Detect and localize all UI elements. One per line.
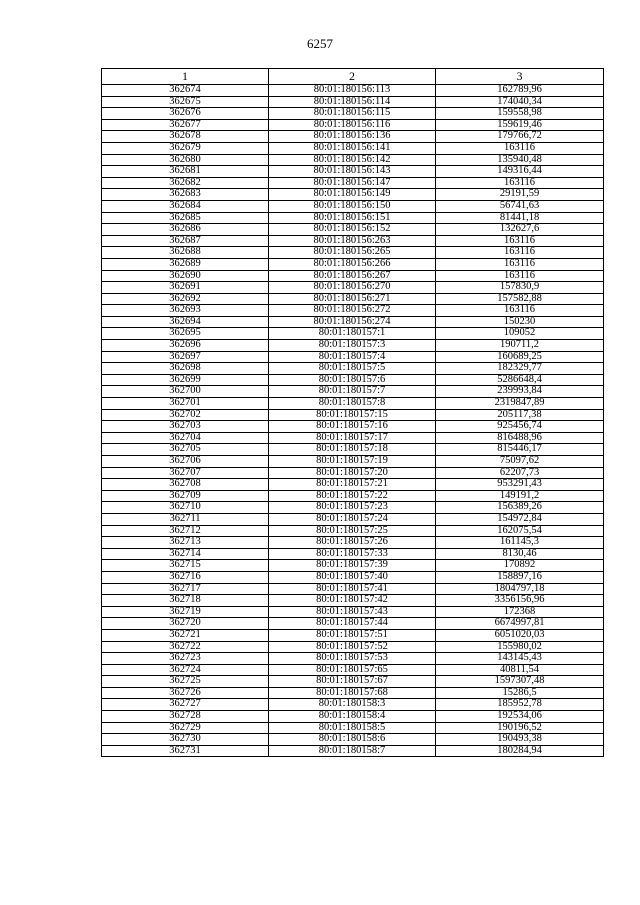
cadastral-number-cell: 80:01:180158:5 xyxy=(269,722,436,734)
value-cell: 160689,25 xyxy=(436,351,604,363)
cadastral-number-cell: 80:01:180157:41 xyxy=(269,583,436,595)
table-row xyxy=(102,142,604,154)
cadastral-number-cell: 80:01:180158:6 xyxy=(269,734,436,746)
value-cell: 132627,6 xyxy=(436,224,604,236)
cadastral-number-cell: 80:01:180156:147 xyxy=(269,177,436,189)
value-cell: 170892 xyxy=(436,560,604,572)
cadastral-number-cell: 80:01:180158:4 xyxy=(269,711,436,723)
table-row xyxy=(102,548,604,560)
value-cell: 8130,46 xyxy=(436,548,604,560)
row-number-cell: 362693 xyxy=(102,305,269,317)
cadastral-number-cell: 80:01:180156:274 xyxy=(269,316,436,328)
row-number-cell: 362688 xyxy=(102,247,269,259)
table-row xyxy=(102,653,604,665)
row-number-cell: 362689 xyxy=(102,258,269,270)
value-cell: 190493,38 xyxy=(436,734,604,746)
row-number-cell: 362675 xyxy=(102,96,269,108)
row-number-cell: 362685 xyxy=(102,212,269,224)
cadastral-number-cell: 80:01:180157:1 xyxy=(269,328,436,340)
cadastral-number-cell: 80:01:180156:141 xyxy=(269,142,436,154)
cadastral-number-cell: 80:01:180156:142 xyxy=(269,154,436,166)
row-number-cell: 362701 xyxy=(102,398,269,410)
table-row xyxy=(102,560,604,572)
value-cell: 180284,94 xyxy=(436,745,604,757)
value-cell: 190711,2 xyxy=(436,340,604,352)
cadastral-number-cell: 80:01:180156:116 xyxy=(269,119,436,131)
value-cell: 1804797,18 xyxy=(436,583,604,595)
table-row xyxy=(102,641,604,653)
table-row xyxy=(102,351,604,363)
row-number-cell: 362711 xyxy=(102,513,269,525)
cadastral-number-cell: 80:01:180156:149 xyxy=(269,189,436,201)
table-row xyxy=(102,328,604,340)
table-row xyxy=(102,711,604,723)
row-number-cell: 362721 xyxy=(102,629,269,641)
cadastral-number-cell: 80:01:180156:151 xyxy=(269,212,436,224)
row-number-cell: 362731 xyxy=(102,745,269,757)
cadastral-number-cell: 80:01:180157:39 xyxy=(269,560,436,572)
cadastral-number-cell: 80:01:180157:21 xyxy=(269,479,436,491)
row-number-cell: 362681 xyxy=(102,166,269,178)
cadastral-number-cell: 80:01:180157:43 xyxy=(269,606,436,618)
row-number-cell: 362720 xyxy=(102,618,269,630)
table-row xyxy=(102,467,604,479)
table-row xyxy=(102,687,604,699)
cadastral-number-cell: 80:01:180157:67 xyxy=(269,676,436,688)
cadastral-number-cell: 80:01:180156:152 xyxy=(269,224,436,236)
table-row xyxy=(102,456,604,468)
table-row xyxy=(102,177,604,189)
value-cell: 156389,26 xyxy=(436,502,604,514)
row-number-cell: 362713 xyxy=(102,537,269,549)
cadastral-number-cell: 80:01:180157:3 xyxy=(269,340,436,352)
cadastral-number-cell: 80:01:180157:65 xyxy=(269,664,436,676)
value-cell: 163116 xyxy=(436,235,604,247)
row-number-cell: 362724 xyxy=(102,664,269,676)
value-cell: 154972,84 xyxy=(436,513,604,525)
cadastral-number-cell: 80:01:180156:115 xyxy=(269,108,436,120)
value-cell: 179766,72 xyxy=(436,131,604,143)
value-cell: 192534,06 xyxy=(436,711,604,723)
table-row xyxy=(102,212,604,224)
cadastral-number-cell: 80:01:180157:24 xyxy=(269,513,436,525)
row-number-cell: 362719 xyxy=(102,606,269,618)
value-cell: 190196,52 xyxy=(436,722,604,734)
value-cell: 150230 xyxy=(436,316,604,328)
value-cell: 5286648,4 xyxy=(436,374,604,386)
row-number-cell: 362678 xyxy=(102,131,269,143)
row-number-cell: 362680 xyxy=(102,154,269,166)
row-number-cell: 362690 xyxy=(102,270,269,282)
table-row xyxy=(102,85,604,97)
table-row xyxy=(102,525,604,537)
table-row xyxy=(102,119,604,131)
cadastral-number-cell: 80:01:180157:26 xyxy=(269,537,436,549)
page-number: 6257 xyxy=(307,36,333,51)
row-number-cell: 362712 xyxy=(102,525,269,537)
cadastral-number-cell: 80:01:180156:143 xyxy=(269,166,436,178)
row-number-cell: 362728 xyxy=(102,711,269,723)
table-row xyxy=(102,537,604,549)
cadastral-number-cell: 80:01:180157:18 xyxy=(269,444,436,456)
table-row xyxy=(102,490,604,502)
table-row xyxy=(102,305,604,317)
cadastral-number-cell: 80:01:180157:22 xyxy=(269,490,436,502)
value-cell: 816488,96 xyxy=(436,432,604,444)
row-number-cell: 362708 xyxy=(102,479,269,491)
value-cell: 172368 xyxy=(436,606,604,618)
table-row xyxy=(102,108,604,120)
table-row xyxy=(102,154,604,166)
row-number-cell: 362698 xyxy=(102,363,269,375)
cadastral-number-cell: 80:01:180157:6 xyxy=(269,374,436,386)
row-number-cell: 362705 xyxy=(102,444,269,456)
value-cell: 162789,96 xyxy=(436,85,604,97)
cadastral-number-cell: 80:01:180157:25 xyxy=(269,525,436,537)
row-number-cell: 362691 xyxy=(102,282,269,294)
cadastral-number-cell: 80:01:180157:16 xyxy=(269,421,436,433)
value-cell: 6674997,81 xyxy=(436,618,604,630)
value-cell: 815446,17 xyxy=(436,444,604,456)
table-row xyxy=(102,270,604,282)
row-number-cell: 362684 xyxy=(102,200,269,212)
row-number-cell: 362726 xyxy=(102,687,269,699)
cadastral-number-cell: 80:01:180157:23 xyxy=(269,502,436,514)
cadastral-number-cell: 80:01:180156:150 xyxy=(269,200,436,212)
value-cell: 163116 xyxy=(436,270,604,282)
cadastral-number-cell: 80:01:180156:263 xyxy=(269,235,436,247)
cadastral-number-cell: 80:01:180157:17 xyxy=(269,432,436,444)
value-cell: 109052 xyxy=(436,328,604,340)
row-number-cell: 362695 xyxy=(102,328,269,340)
row-number-cell: 362677 xyxy=(102,119,269,131)
row-number-cell: 362727 xyxy=(102,699,269,711)
table-row xyxy=(102,166,604,178)
table-row xyxy=(102,629,604,641)
table-row xyxy=(102,618,604,630)
row-number-cell: 362710 xyxy=(102,502,269,514)
column-header-3: 3 xyxy=(436,69,604,85)
cadastral-number-cell: 80:01:180158:3 xyxy=(269,699,436,711)
row-number-cell: 362714 xyxy=(102,548,269,560)
value-cell: 159558,98 xyxy=(436,108,604,120)
value-cell: 56741,63 xyxy=(436,200,604,212)
table-row xyxy=(102,745,604,757)
row-number-cell: 362682 xyxy=(102,177,269,189)
value-cell: 40811,54 xyxy=(436,664,604,676)
row-number-cell: 362700 xyxy=(102,386,269,398)
data-table xyxy=(101,68,604,757)
table-row xyxy=(102,571,604,583)
table-row xyxy=(102,247,604,259)
value-cell: 163116 xyxy=(436,142,604,154)
value-cell: 239993,84 xyxy=(436,386,604,398)
table-row xyxy=(102,386,604,398)
value-cell: 953291,43 xyxy=(436,479,604,491)
cadastral-number-cell: 80:01:180157:8 xyxy=(269,398,436,410)
cadastral-number-cell: 80:01:180156:266 xyxy=(269,258,436,270)
table-row xyxy=(102,293,604,305)
cadastral-number-cell: 80:01:180157:40 xyxy=(269,571,436,583)
value-cell: 163116 xyxy=(436,247,604,259)
value-cell: 75097,62 xyxy=(436,456,604,468)
cadastral-number-cell: 80:01:180157:20 xyxy=(269,467,436,479)
cadastral-number-cell: 80:01:180157:52 xyxy=(269,641,436,653)
table-row xyxy=(102,374,604,386)
cadastral-number-cell: 80:01:180156:271 xyxy=(269,293,436,305)
cadastral-number-cell: 80:01:180157:51 xyxy=(269,629,436,641)
cadastral-number-cell: 80:01:180157:7 xyxy=(269,386,436,398)
row-number-cell: 362676 xyxy=(102,108,269,120)
cadastral-number-cell: 80:01:180157:33 xyxy=(269,548,436,560)
value-cell: 174040,34 xyxy=(436,96,604,108)
table-row xyxy=(102,734,604,746)
table-row xyxy=(102,131,604,143)
value-cell: 182329,77 xyxy=(436,363,604,375)
value-cell: 157582,88 xyxy=(436,293,604,305)
table-row xyxy=(102,595,604,607)
row-number-cell: 362699 xyxy=(102,374,269,386)
value-cell: 163116 xyxy=(436,258,604,270)
value-cell: 185952,78 xyxy=(436,699,604,711)
value-cell: 157830,9 xyxy=(436,282,604,294)
row-number-cell: 362716 xyxy=(102,571,269,583)
value-cell: 2319847,89 xyxy=(436,398,604,410)
cadastral-number-cell: 80:01:180156:272 xyxy=(269,305,436,317)
value-cell: 163116 xyxy=(436,177,604,189)
value-cell: 62207,73 xyxy=(436,467,604,479)
value-cell: 1597307,48 xyxy=(436,676,604,688)
row-number-cell: 362730 xyxy=(102,734,269,746)
table-row xyxy=(102,340,604,352)
value-cell: 163116 xyxy=(436,305,604,317)
cadastral-number-cell: 80:01:180157:68 xyxy=(269,687,436,699)
table-row xyxy=(102,235,604,247)
table-row xyxy=(102,513,604,525)
row-number-cell: 362696 xyxy=(102,340,269,352)
table-row xyxy=(102,664,604,676)
table-row xyxy=(102,444,604,456)
value-cell: 135940,48 xyxy=(436,154,604,166)
row-number-cell: 362692 xyxy=(102,293,269,305)
table-row xyxy=(102,316,604,328)
table-row xyxy=(102,606,604,618)
cadastral-number-cell: 80:01:180156:267 xyxy=(269,270,436,282)
table-row xyxy=(102,502,604,514)
row-number-cell: 362725 xyxy=(102,676,269,688)
row-number-cell: 362706 xyxy=(102,456,269,468)
cadastral-number-cell: 80:01:180157:19 xyxy=(269,456,436,468)
table-body xyxy=(102,85,604,757)
cadastral-number-cell: 80:01:180156:265 xyxy=(269,247,436,259)
row-number-cell: 362679 xyxy=(102,142,269,154)
table-row xyxy=(102,189,604,201)
table-row xyxy=(102,699,604,711)
table-row xyxy=(102,224,604,236)
value-cell: 158897,16 xyxy=(436,571,604,583)
value-cell: 155980,02 xyxy=(436,641,604,653)
row-number-cell: 362718 xyxy=(102,595,269,607)
table-row xyxy=(102,583,604,595)
row-number-cell: 362722 xyxy=(102,641,269,653)
row-number-cell: 362687 xyxy=(102,235,269,247)
cadastral-number-cell: 80:01:180156:114 xyxy=(269,96,436,108)
column-header-1: 1 xyxy=(102,69,269,85)
table-row xyxy=(102,676,604,688)
row-number-cell: 362717 xyxy=(102,583,269,595)
cadastral-number-cell: 80:01:180156:113 xyxy=(269,85,436,97)
table-row xyxy=(102,398,604,410)
value-cell: 162075,54 xyxy=(436,525,604,537)
value-cell: 29191,59 xyxy=(436,189,604,201)
value-cell: 3356156,96 xyxy=(436,595,604,607)
row-number-cell: 362683 xyxy=(102,189,269,201)
row-number-cell: 362686 xyxy=(102,224,269,236)
table-row xyxy=(102,363,604,375)
table-row xyxy=(102,722,604,734)
table-row xyxy=(102,421,604,433)
row-number-cell: 362694 xyxy=(102,316,269,328)
table-row xyxy=(102,200,604,212)
row-number-cell: 362729 xyxy=(102,722,269,734)
header-row xyxy=(102,69,604,85)
value-cell: 149316,44 xyxy=(436,166,604,178)
cadastral-number-cell: 80:01:180158:7 xyxy=(269,745,436,757)
row-number-cell: 362697 xyxy=(102,351,269,363)
value-cell: 15286,5 xyxy=(436,687,604,699)
table-header xyxy=(102,69,604,85)
cadastral-number-cell: 80:01:180156:136 xyxy=(269,131,436,143)
value-cell: 81441,18 xyxy=(436,212,604,224)
cadastral-number-cell: 80:01:180157:42 xyxy=(269,595,436,607)
row-number-cell: 362709 xyxy=(102,490,269,502)
cadastral-number-cell: 80:01:180157:53 xyxy=(269,653,436,665)
value-cell: 205117,38 xyxy=(436,409,604,421)
cadastral-number-cell: 80:01:180157:4 xyxy=(269,351,436,363)
value-cell: 925456,74 xyxy=(436,421,604,433)
row-number-cell: 362704 xyxy=(102,432,269,444)
cadastral-number-cell: 80:01:180156:270 xyxy=(269,282,436,294)
cadastral-number-cell: 80:01:180157:15 xyxy=(269,409,436,421)
value-cell: 143145,43 xyxy=(436,653,604,665)
table-row xyxy=(102,409,604,421)
value-cell: 159619,46 xyxy=(436,119,604,131)
value-cell: 161145,3 xyxy=(436,537,604,549)
cadastral-number-cell: 80:01:180157:5 xyxy=(269,363,436,375)
cadastral-number-cell: 80:01:180157:44 xyxy=(269,618,436,630)
column-header-2: 2 xyxy=(269,69,436,85)
row-number-cell: 362674 xyxy=(102,85,269,97)
row-number-cell: 362723 xyxy=(102,653,269,665)
row-number-cell: 362715 xyxy=(102,560,269,572)
table-row xyxy=(102,432,604,444)
row-number-cell: 362703 xyxy=(102,421,269,433)
row-number-cell: 362707 xyxy=(102,467,269,479)
row-number-cell: 362702 xyxy=(102,409,269,421)
table-row xyxy=(102,258,604,270)
table-row xyxy=(102,96,604,108)
table-row xyxy=(102,479,604,491)
value-cell: 6051020,03 xyxy=(436,629,604,641)
table-row xyxy=(102,282,604,294)
value-cell: 149191,2 xyxy=(436,490,604,502)
